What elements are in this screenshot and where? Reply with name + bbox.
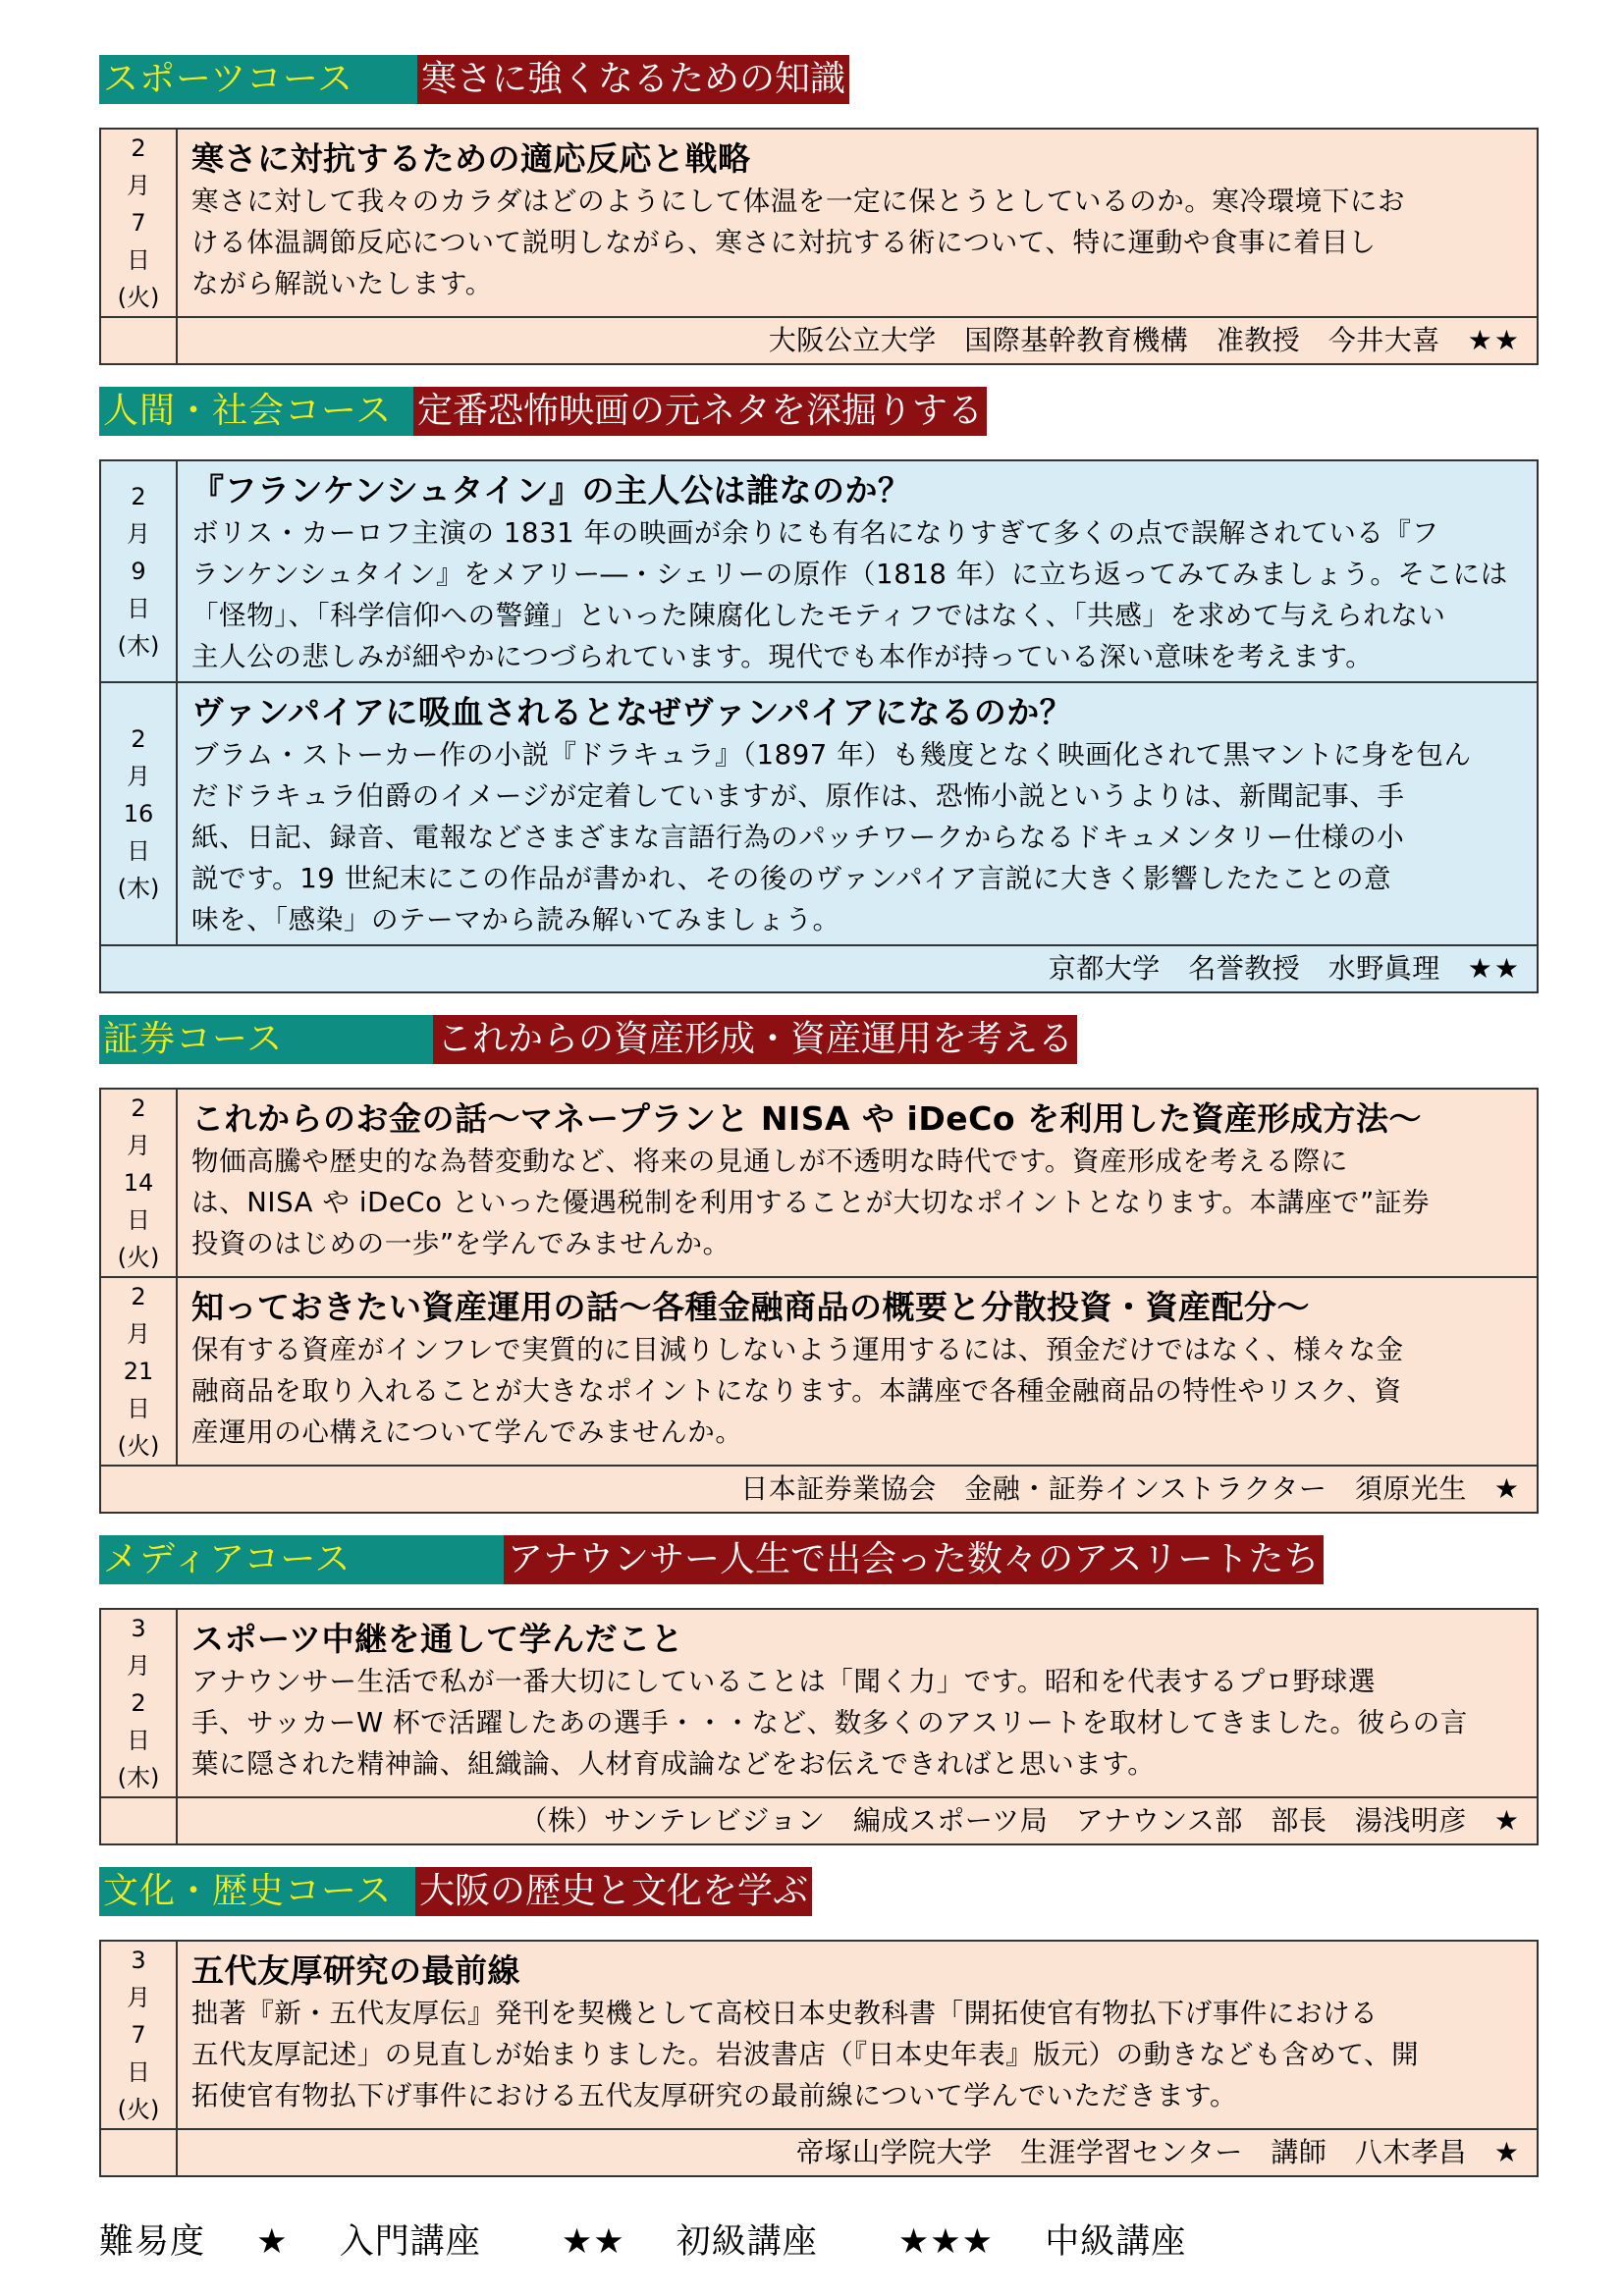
course-header-culture-history (99, 1867, 1539, 1916)
course-name: 文化・歴史コース (99, 1867, 415, 1916)
course-section-sports (99, 128, 1539, 365)
legend-level-2: 初級講座 (676, 2222, 818, 2262)
lecture-content (178, 1090, 1537, 1276)
course-section-media (99, 1608, 1539, 1845)
difficulty-stars: ★ (1493, 1804, 1521, 1837)
legend-stars-1: ★ (256, 2222, 289, 2262)
course-name: 人間・社会コース (99, 387, 413, 436)
lecture-title: 『フランケンシュタイン』の主人公は誰なのか？ (191, 471, 911, 509)
lecturer-row (101, 1796, 1537, 1843)
course-header-sports (99, 55, 1539, 104)
course-name: 証券コース (99, 1015, 433, 1064)
legend-stars-3: ★★★ (897, 2222, 995, 2262)
lecturer (178, 1798, 1537, 1843)
course-theme: 定番恐怖映画の元ネタを深掘りする (413, 387, 987, 436)
difficulty-stars: ★ (1493, 2136, 1521, 2168)
course-section-securities (99, 1088, 1539, 1514)
lecturer (178, 318, 1537, 363)
lecture-row (101, 1276, 1537, 1465)
difficulty-legend (99, 2218, 1186, 2266)
lecture-description: 拙著『新・五代友厚伝』発刊を契機として高校日本史教科書「開拓使官有物払下げ事件における 五代友厚記述」の見直しが始まりました。岩波書店（『日本史年表』版元）の動きなども含めて、開 拓使官有物払下げ事件における五代友厚研究の最前線について学んでいただきます。 (191, 1998, 1420, 2111)
lecture-date: 2 月 9 日 (木) (101, 461, 178, 681)
lecture-row (101, 1942, 1537, 2128)
lecture-date: 2 月 14 日 (火) (101, 1090, 178, 1276)
lecture-row (101, 130, 1537, 316)
lecturer-name: （株）サンテレビジョン 編成スポーツ局 アナウンス部 部長 湯浅明彦 (519, 1804, 1467, 1837)
lecturer-row (101, 1465, 1537, 1512)
difficulty-stars: ★★ (1467, 324, 1521, 356)
lecture-row (101, 1090, 1537, 1276)
lecture-description: 物価高騰や歴史的な為替変動など、将来の見通しが不透明な時代です。資産形成を考える際に は、NISA や iDeCo といった優遇税制を利用することが大切なポイントとなります。本講座で”証券 投資のはじめの一歩”を学んでみませんか。 (191, 1146, 1431, 1259)
lecture-row (101, 681, 1537, 944)
difficulty-stars: ★ (1493, 1472, 1521, 1505)
lecture-date: 2 月 21 日 (火) (101, 1278, 178, 1465)
lecturer (101, 946, 1537, 991)
difficulty-stars: ★★ (1467, 952, 1521, 985)
course-section-human-society (99, 459, 1539, 993)
lecture-date: 2 月 16 日 (木) (101, 683, 178, 944)
course-name: スポーツコース (99, 55, 417, 104)
course-theme: これからの資産形成・資産運用を考える (433, 1015, 1077, 1064)
course-list (99, 55, 1539, 2199)
lecture-description: ブラム・ストーカー作の小説『ドラキュラ』（1897 年）も幾度となく映画化されて黒マントに身を包ん だドラキュラ伯爵のイメージが定着していますが、原作は、恐怖小説というよりは、新聞記事、手 紙、日記、録音、電報などさまざまな言語行為のパッチワークからなるドキュメンタリー仕様の小 説です。19 世紀末にこの作品が書かれ、その後のヴァンパイア言説に大きく影響したたことの意 味を、「感染」のテーマから読み解いてみましょう。 (191, 739, 1472, 935)
course-theme: アナウンサー人生で出会った数々のアスリートたち (504, 1535, 1324, 1584)
lecture-title: 知っておきたい資産運用の話～各種金融商品の概要と分散投資・資産配分～ (191, 1288, 1310, 1326)
lecture-content (178, 1610, 1537, 1796)
legend-level-1: 入門講座 (339, 2222, 481, 2262)
lecture-date: 3 月 7 日 (火) (101, 1942, 178, 2128)
lecture-row (101, 1610, 1537, 1796)
lecture-row (101, 461, 1537, 681)
lecture-date: 3 月 2 日 (木) (101, 1610, 178, 1796)
lecturer-row (101, 2128, 1537, 2175)
lecture-title: スポーツ中継を通して学んだこと (191, 1620, 684, 1658)
lecture-content (178, 1942, 1537, 2128)
lecturer-name: 帝塚山学院大学 生涯学習センター 講師 八木孝昌 (796, 2136, 1467, 2168)
lecturer-row (101, 944, 1537, 991)
legend-level-3: 中級講座 (1045, 2222, 1187, 2262)
lecture-title: ヴァンパイアに吸血されるとなぜヴァンパイアになるのか？ (191, 693, 1073, 731)
lecture-description: 保有する資産がインフレで実質的に目減りしないよう運用するには、預金だけではなく、様々な金 融商品を取り入れることが大きなポイントになります。本講座で各種金融商品の特性やリスク、資 産運用の心構えについて学んでみませんか。 (191, 1334, 1404, 1448)
legend-label: 難易度 (99, 2222, 206, 2262)
course-theme: 寒さに強くなるための知識 (417, 55, 849, 104)
lecturer-name: 日本証券業協会 金融・証券インストラクター 須原光生 (740, 1472, 1467, 1505)
lecturer-row (101, 316, 1537, 363)
course-header-human-society (99, 387, 1539, 436)
lecture-title: 寒さに対抗するための適応反応と戦略 (191, 139, 751, 178)
lecture-description: アナウンサー生活で私が一番大切にしていることは「聞く力」です。昭和を代表するプロ野球選 手、サッカーW 杯で活躍したあの選手・・・など、数多くのアスリートを取材してきました。彼らの言 葉に隠された精神論、組織論、人材育成論などをお伝えできればと思います。 (191, 1666, 1468, 1780)
lecturer (101, 1467, 1537, 1512)
lecture-title: これからのお金の話～マネープランと NISA や iDeCo を利用した資産形成方法～ (191, 1099, 1422, 1138)
lecture-content (178, 130, 1537, 316)
lecturer (178, 2130, 1537, 2175)
lecturer-name: 大阪公立大学 国際基幹教育機構 准教授 今井大喜 (768, 324, 1440, 356)
course-header-media (99, 1535, 1539, 1584)
lecturer-name: 京都大学 名誉教授 水野眞理 (1048, 952, 1440, 985)
course-section-culture-history (99, 1940, 1539, 2177)
course-theme: 大阪の歴史と文化を学ぶ (415, 1867, 812, 1916)
lecture-content (178, 683, 1537, 944)
lecture-description: ボリス・カーロフ主演の 1831 年の映画が余りにも有名になりすぎて多くの点で誤解されている『フ ランケンシュタイン』をメアリー―・シェリーの原作（1818 年）に立ち返ってみてみましょう。そこには 「怪物」、「科学信仰への警鐘」といった陳腐化したモティフではなく、「共感」を求めて与えられない 主人公の悲しみが細やかにつづられています。現代でも本作が持っている深い意味を考えます。 (191, 517, 1508, 672)
course-header-securities (99, 1015, 1539, 1064)
lecture-description: 寒さに対して我々のカラダはどのようにして体温を一定に保とうとしているのか。寒冷環境下にお ける体温調節反応について説明しながら、寒さに対抗する術について、特に運動や食事に着目し ながら解説いたします。 (191, 186, 1406, 299)
legend-stars-2: ★★ (561, 2222, 625, 2262)
lecture-date: 2 月 7 日 (火) (101, 130, 178, 316)
lecture-title: 五代友厚研究の最前線 (191, 1951, 520, 1990)
lecture-content (178, 461, 1537, 681)
lecture-content (178, 1278, 1537, 1465)
course-name: メディアコース (99, 1535, 504, 1584)
